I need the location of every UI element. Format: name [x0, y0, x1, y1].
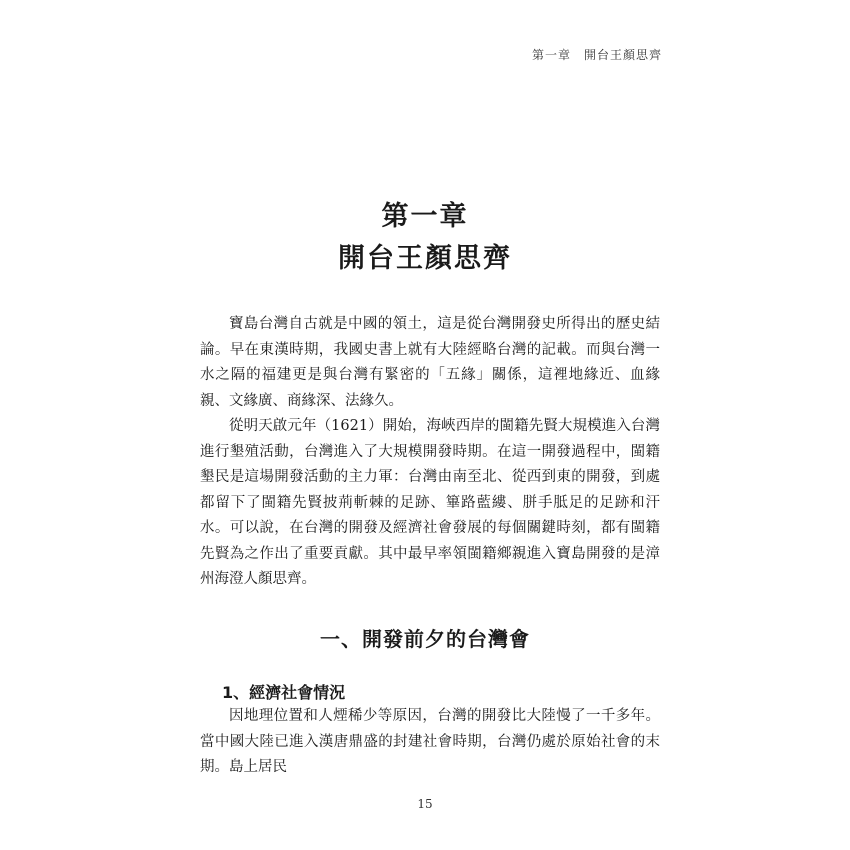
page-number: 15 — [417, 797, 433, 811]
running-header: 第一章 開台王顏思齊 — [531, 48, 662, 62]
body-paragraph: 因地理位置和人煙稀少等原因，台灣的開發比大陸慢了一千多年。當中國大陸已進入漢唐鼎盛的封建社會時期，台灣仍處於原始社會的末期。島上居民 — [200, 708, 660, 775]
subsection-heading: 1、經濟社會情況 — [222, 683, 346, 702]
chapter-number: 第一章 — [381, 201, 469, 232]
chapter-title: 開台王顏思齊 — [338, 243, 512, 274]
body-paragraph: 寶島台灣自古就是中國的領土，這是從台灣開發史所得出的歷史結論。早在東漢時期，我國史書上就有大陸經略台灣的記載。而與台灣一水之隔的福建更是與台灣有緊密的「五緣」關係，這裡地緣近、血緣親、文緣廣、商緣深、法緣久。 — [200, 316, 660, 409]
section-heading: 一、開發前夕的台灣會 — [320, 627, 530, 651]
body-paragraph: 從明天啟元年（1621）開始，海峽西岸的閩籍先賢大規模進入台灣進行墾殖活動，台灣進入了大規模開發時期。在這一開發過程中，閩籍墾民是這場開發活動的主力軍：台灣由南至北、從西到東的開發，到處都留下了閩籍先賢披荊斬棘的足跡、篳路藍縷、胼手胝足的足跡和汗水。可以說，在台灣的開發及經濟社會發展的每個關鍵時刻，都有閩籍先賢為之作出了重要貢獻。其中最早率領閩籍鄉親進入寶島開發的是漳州海澄人顏思齊。 — [200, 418, 660, 587]
